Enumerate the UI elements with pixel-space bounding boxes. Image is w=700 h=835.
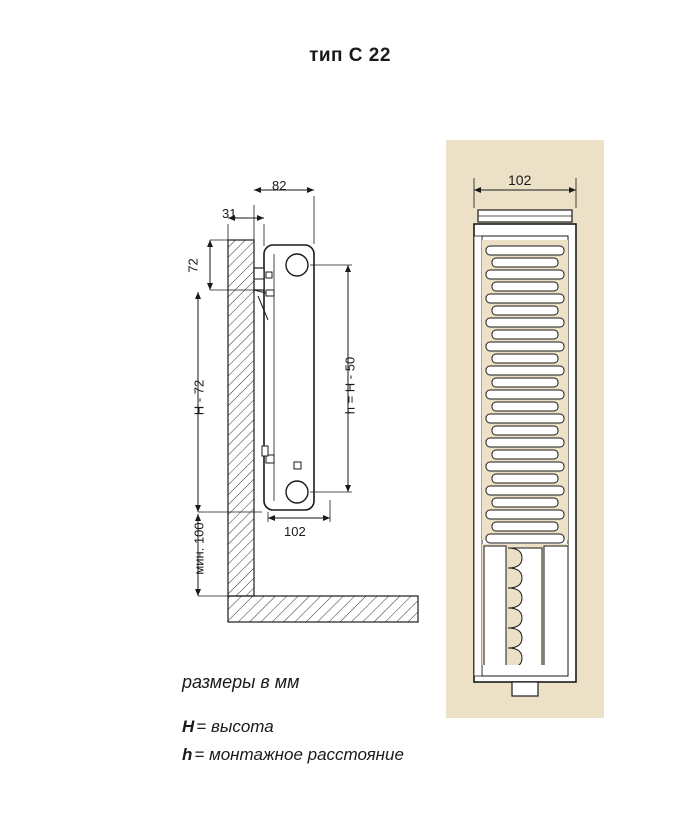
legend <box>182 672 602 773</box>
legend-symbol-H: H <box>182 717 195 736</box>
label-width-102-side: 102 <box>284 524 306 539</box>
label-h-minus-72: H - 72 <box>191 379 207 416</box>
legend-text-0: высота <box>210 717 274 736</box>
label-min-100: мин. 100 <box>191 522 207 575</box>
page-title: тип C 22 <box>309 45 391 66</box>
legend-row-h-lower <box>182 745 602 765</box>
convector-fins <box>482 240 568 668</box>
label-top-72: 72 <box>185 258 201 273</box>
legend-eq-1: = <box>194 745 205 764</box>
legend-row-h-upper <box>182 717 602 737</box>
legend-units: размеры в мм <box>182 672 300 692</box>
label-depth-82: 82 <box>272 178 287 193</box>
legend-text-1: монтажное расстояние <box>209 745 404 764</box>
legend-eq-0: = <box>196 717 207 736</box>
label-h-formula: h = H - 50 <box>342 356 358 415</box>
label-width-102-front: 102 <box>508 172 532 188</box>
legend-symbol-h: h <box>182 745 193 764</box>
label-offset-31: 31 <box>222 206 237 221</box>
